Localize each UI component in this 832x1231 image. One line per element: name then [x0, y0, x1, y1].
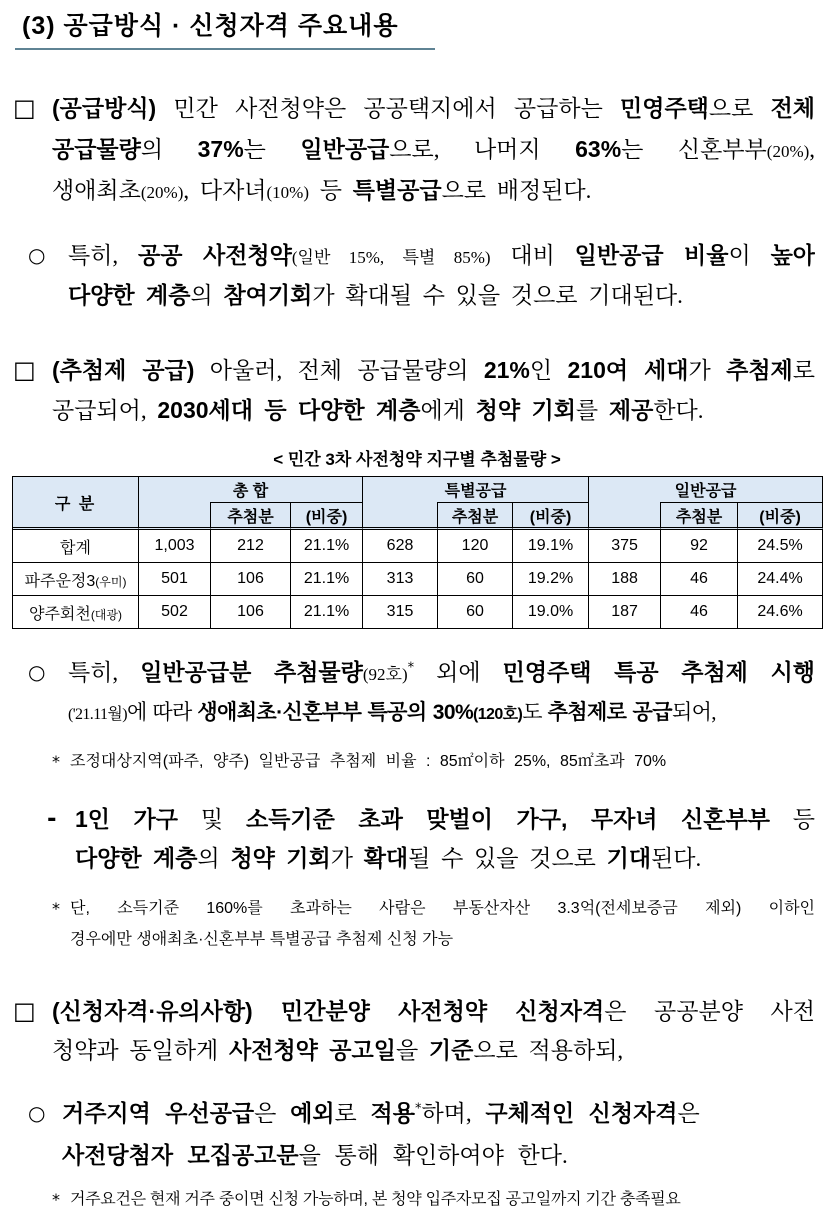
- emphasis-text: 사전청약 공고일: [229, 1037, 396, 1063]
- body-text: 을 통해 확인하여야 한다.: [298, 1143, 568, 1168]
- table-cell: 24.5%: [738, 530, 823, 563]
- expected-benefit-line: [75, 800, 815, 839]
- emphasis-text: 공공 사전청약: [138, 242, 292, 268]
- emphasis-text: 1인 가구: [75, 806, 178, 832]
- footnote-line: 단, 소득기준 160%를 초과하는 사람은 부동산자산 3.3억(전세보증금 제외) 이하인: [70, 900, 815, 917]
- emphasis-text: 청약 기회: [475, 397, 576, 423]
- body-text: 대비: [490, 243, 575, 268]
- body-text: 에 따라: [127, 700, 198, 724]
- footnote-income: [70, 893, 815, 955]
- table-cell: 106: [211, 563, 291, 596]
- table-cell: 24.6%: [738, 596, 823, 629]
- body-text: ,: [809, 137, 815, 162]
- percent-note: (일반 15%, 특별 85%): [291, 248, 491, 267]
- emphasis-text: 다양한 계층: [75, 845, 198, 871]
- body-text: 될 수 있을 것으로: [408, 846, 607, 871]
- subheader-lottery: 추첨분: [661, 502, 738, 530]
- table-cell: 21.1%: [291, 596, 363, 629]
- square-bullet-icon: □: [13, 356, 36, 384]
- body-text: 민간 사전청약은 공공택지에서 공급하는: [156, 96, 621, 121]
- lottery-supply-line: [52, 350, 815, 390]
- body-text: 으로: [708, 96, 771, 121]
- heading-label: (신청자격·유의사항): [52, 998, 253, 1024]
- emphasis-text: 특별공급: [352, 177, 442, 203]
- footnote-line: 경우에만 생애최초·신혼부부 특별공급 추첨제 신청 가능: [70, 931, 454, 948]
- emphasis-text: 소득기준 초과 맞벌이 가구, 무자녀 신혼부부: [245, 806, 770, 832]
- emphasis-text: 210여 세대: [567, 357, 689, 383]
- footnote-adjustment: [70, 748, 815, 776]
- row-label: [13, 563, 139, 596]
- emphasis-text: 청약 기회: [230, 845, 331, 871]
- district-name: 양주회천: [28, 605, 91, 623]
- table-cell: 315: [363, 596, 438, 629]
- body-text: 이: [728, 243, 771, 268]
- division-header: 구 분: [13, 477, 139, 530]
- body-text: 가: [330, 846, 364, 871]
- footnote-asterisk: *: [414, 1101, 422, 1117]
- table-row: [13, 596, 823, 629]
- circle-bullet-icon: ○: [28, 1101, 46, 1125]
- footnote-asterisk: *: [52, 899, 60, 918]
- lottery-volume-table: [12, 476, 823, 629]
- row-label: [13, 596, 139, 629]
- emphasis-text: 일반공급: [300, 136, 390, 162]
- emphasis-text: 예외: [290, 1100, 335, 1126]
- emphasis-text: 구체적인 신청자격: [485, 1100, 678, 1126]
- body-text: 하며,: [421, 1101, 486, 1126]
- table-cell: 19.1%: [513, 530, 589, 563]
- table-cell: 313: [363, 563, 438, 596]
- table-row: [13, 530, 823, 563]
- emphasis-text: 민간분양 사전청약 신청자격: [252, 998, 605, 1024]
- group-header-general: 일반공급: [589, 477, 823, 502]
- body-text: 으로 적용하되,: [473, 1038, 624, 1063]
- heading-label: (추첨제 공급): [52, 357, 195, 383]
- eligibility-line: [52, 992, 815, 1031]
- subheader-blank: [363, 502, 438, 530]
- expected-benefit-line: [75, 839, 815, 878]
- body-text: 에게: [420, 398, 476, 423]
- lottery-extension-line: [68, 652, 815, 692]
- heading-label: (공급방식): [52, 95, 157, 121]
- date-note: ('21.11월): [68, 706, 128, 723]
- footnote-asterisk: *: [52, 1190, 60, 1209]
- emphasis-text: 확대: [363, 845, 409, 871]
- row-label: [13, 530, 139, 563]
- circle-bullet-icon: ○: [28, 243, 46, 267]
- body-text: 은: [254, 1101, 291, 1126]
- special-note-line: [68, 275, 815, 315]
- body-text: 외에: [414, 660, 503, 685]
- builder-name: (우미): [95, 574, 127, 589]
- emphasis-text: 21%: [483, 357, 530, 383]
- table-header-row: [13, 477, 823, 502]
- emphasis-text: 거주지역 우선공급: [62, 1100, 255, 1126]
- table-cell: 1,003: [139, 530, 211, 563]
- table-cell: 375: [589, 530, 661, 563]
- group-header-special: 특별공급: [363, 477, 589, 502]
- table-cell: 502: [139, 596, 211, 629]
- table-cell: 46: [661, 596, 738, 629]
- body-text: 으로, 나머지: [389, 137, 576, 162]
- body-text: 등: [309, 178, 353, 203]
- footnote-asterisk: *: [407, 660, 415, 676]
- body-text: 인: [529, 358, 568, 383]
- table-cell: 19.2%: [513, 563, 589, 596]
- residence-exception-paragraph: [62, 1092, 815, 1176]
- body-text: 생애최초: [52, 178, 141, 203]
- emphasis-text: 기준: [428, 1037, 474, 1063]
- body-text: 을: [395, 1038, 429, 1063]
- subheader-share: (비중): [738, 502, 823, 530]
- eligibility-line: [52, 1031, 815, 1070]
- percent-note: (20%): [140, 183, 184, 202]
- emphasis-text: 일반공급분 추첨물량: [140, 659, 363, 685]
- emphasis-text: 전체: [770, 95, 815, 121]
- body-text: 가: [688, 358, 727, 383]
- footnote-line: 조정대상지역(파주, 양주) 일반공급 추첨제 비율 : 85㎡이하 25%, 85㎡초과 70%: [70, 753, 667, 770]
- percent-note: (20%): [766, 142, 810, 161]
- body-text: 의: [140, 137, 198, 162]
- body-text: 등: [769, 807, 815, 832]
- section-title: (3) 공급방식 · 신청자격 주요내용: [22, 12, 399, 40]
- body-text: 를: [575, 398, 609, 423]
- body-text: 은: [677, 1101, 700, 1126]
- table-cell: 187: [589, 596, 661, 629]
- body-text: 특히,: [68, 660, 141, 685]
- subheader-lottery: 추첨분: [438, 502, 513, 530]
- table-cell: 46: [661, 563, 738, 596]
- subheader-blank: [139, 502, 211, 530]
- district-name: 합계: [60, 539, 91, 557]
- table-cell: 60: [438, 596, 513, 629]
- table-cell: 212: [211, 530, 291, 563]
- body-text: 으로 배정된다.: [441, 178, 592, 203]
- emphasis-text: 공급물량: [52, 136, 141, 162]
- expected-benefit-paragraph: [75, 800, 815, 878]
- body-text: 은 공공분양 사전: [604, 999, 815, 1024]
- emphasis-text: 일반공급 비율: [574, 242, 729, 268]
- section-title-box: [15, 4, 435, 50]
- body-text: 된다.: [651, 846, 702, 871]
- body-text: 청약과 동일하게: [52, 1038, 230, 1063]
- table-cell: 628: [363, 530, 438, 563]
- district-name: 파주운정3: [24, 572, 96, 590]
- footnote-residence: [70, 1186, 815, 1214]
- table-cell: 188: [589, 563, 661, 596]
- body-text: 가 확대될 수 있을 것으로 기대된다.: [312, 283, 683, 308]
- emphasis-text: 제공: [608, 397, 654, 423]
- table-row: [13, 563, 823, 596]
- footnote-asterisk: *: [52, 752, 60, 771]
- body-text: 로: [334, 1101, 371, 1126]
- subheader-share: (비중): [513, 502, 589, 530]
- special-note-line: [68, 235, 815, 275]
- dash-bullet-icon: -: [47, 806, 57, 832]
- body-text: 아울러, 전체 공급물량의: [194, 358, 484, 383]
- emphasis-text: 추첨제: [726, 357, 793, 383]
- subheader-blank: [589, 502, 661, 530]
- square-bullet-icon: □: [13, 94, 36, 122]
- body-text: 의: [197, 846, 231, 871]
- footnote-line: 거주요건은 현재 거주 중이면 신청 가능하며, 본 청약 입주자모집 공고일까지 기간 충족필요: [70, 1191, 681, 1208]
- lottery-supply-line: [52, 390, 815, 430]
- emphasis-text: 다양한 계층: [68, 282, 191, 308]
- builder-name: (대광): [90, 607, 122, 622]
- residence-exception-line: [62, 1092, 815, 1134]
- circle-bullet-icon: ○: [28, 660, 46, 684]
- group-header-total: 총 합: [139, 477, 363, 502]
- body-text: 한다.: [653, 398, 704, 423]
- body-text: 되어,: [671, 700, 716, 724]
- table-cell: 106: [211, 596, 291, 629]
- supply-method-line: [52, 88, 815, 129]
- table-cell: 24.4%: [738, 563, 823, 596]
- body-text: 는: [243, 137, 301, 162]
- body-text: 도: [522, 700, 548, 724]
- emphasis-text: 기대: [606, 845, 652, 871]
- percent-note: (10%): [266, 183, 309, 202]
- emphasis-text: 민영주택 특공 추첨제 시행: [502, 659, 815, 685]
- body-text: 로: [792, 358, 815, 383]
- subheader-lottery: 추첨분: [211, 502, 291, 530]
- table-cell: 120: [438, 530, 513, 563]
- eligibility-paragraph: [52, 992, 815, 1070]
- emphasis-text: 37%: [197, 136, 244, 162]
- table-cell: 501: [139, 563, 211, 596]
- body-text: 및: [177, 807, 246, 832]
- table-cell: 21.1%: [291, 563, 363, 596]
- lottery-extension-line: [68, 692, 815, 732]
- supply-method-line: [52, 170, 815, 211]
- emphasis-text: 높아: [770, 242, 815, 268]
- supply-method-line: [52, 129, 815, 170]
- special-note-paragraph: [68, 235, 815, 315]
- table-cell: 21.1%: [291, 530, 363, 563]
- emphasis-text: 적용: [370, 1100, 415, 1126]
- body-text: 의: [190, 283, 224, 308]
- table-caption: < 민간 3차 사전청약 지구별 추첨물량 >: [273, 450, 561, 469]
- supply-method-paragraph: [52, 88, 815, 211]
- count-note: (92호): [362, 665, 408, 684]
- count-note: (120호): [473, 706, 523, 723]
- emphasis-text: 추첨제로 공급: [547, 701, 672, 724]
- body-text: 공급되어,: [52, 398, 158, 423]
- emphasis-text: 참여기회: [223, 282, 313, 308]
- body-text: , 다자녀: [183, 178, 267, 203]
- body-text: 는 신혼부부: [621, 137, 767, 162]
- emphasis-text: 생애최초·신혼부부 특공의 30%: [197, 701, 474, 724]
- table-cell: 60: [438, 563, 513, 596]
- square-bullet-icon: □: [13, 997, 36, 1025]
- emphasis-text: 2030세대 등 다양한 계층: [157, 397, 421, 423]
- lottery-supply-paragraph: [52, 350, 815, 430]
- emphasis-text: 63%: [575, 136, 622, 162]
- subheader-share: (비중): [291, 502, 363, 530]
- emphasis-text: 사전당첨자 모집공고문: [62, 1142, 299, 1168]
- body-text: 특히,: [68, 243, 139, 268]
- table-cell: 19.0%: [513, 596, 589, 629]
- emphasis-text: 민영주택: [620, 95, 709, 121]
- table-cell: 92: [661, 530, 738, 563]
- residence-exception-line: [62, 1134, 815, 1176]
- lottery-extension-paragraph: [68, 652, 815, 732]
